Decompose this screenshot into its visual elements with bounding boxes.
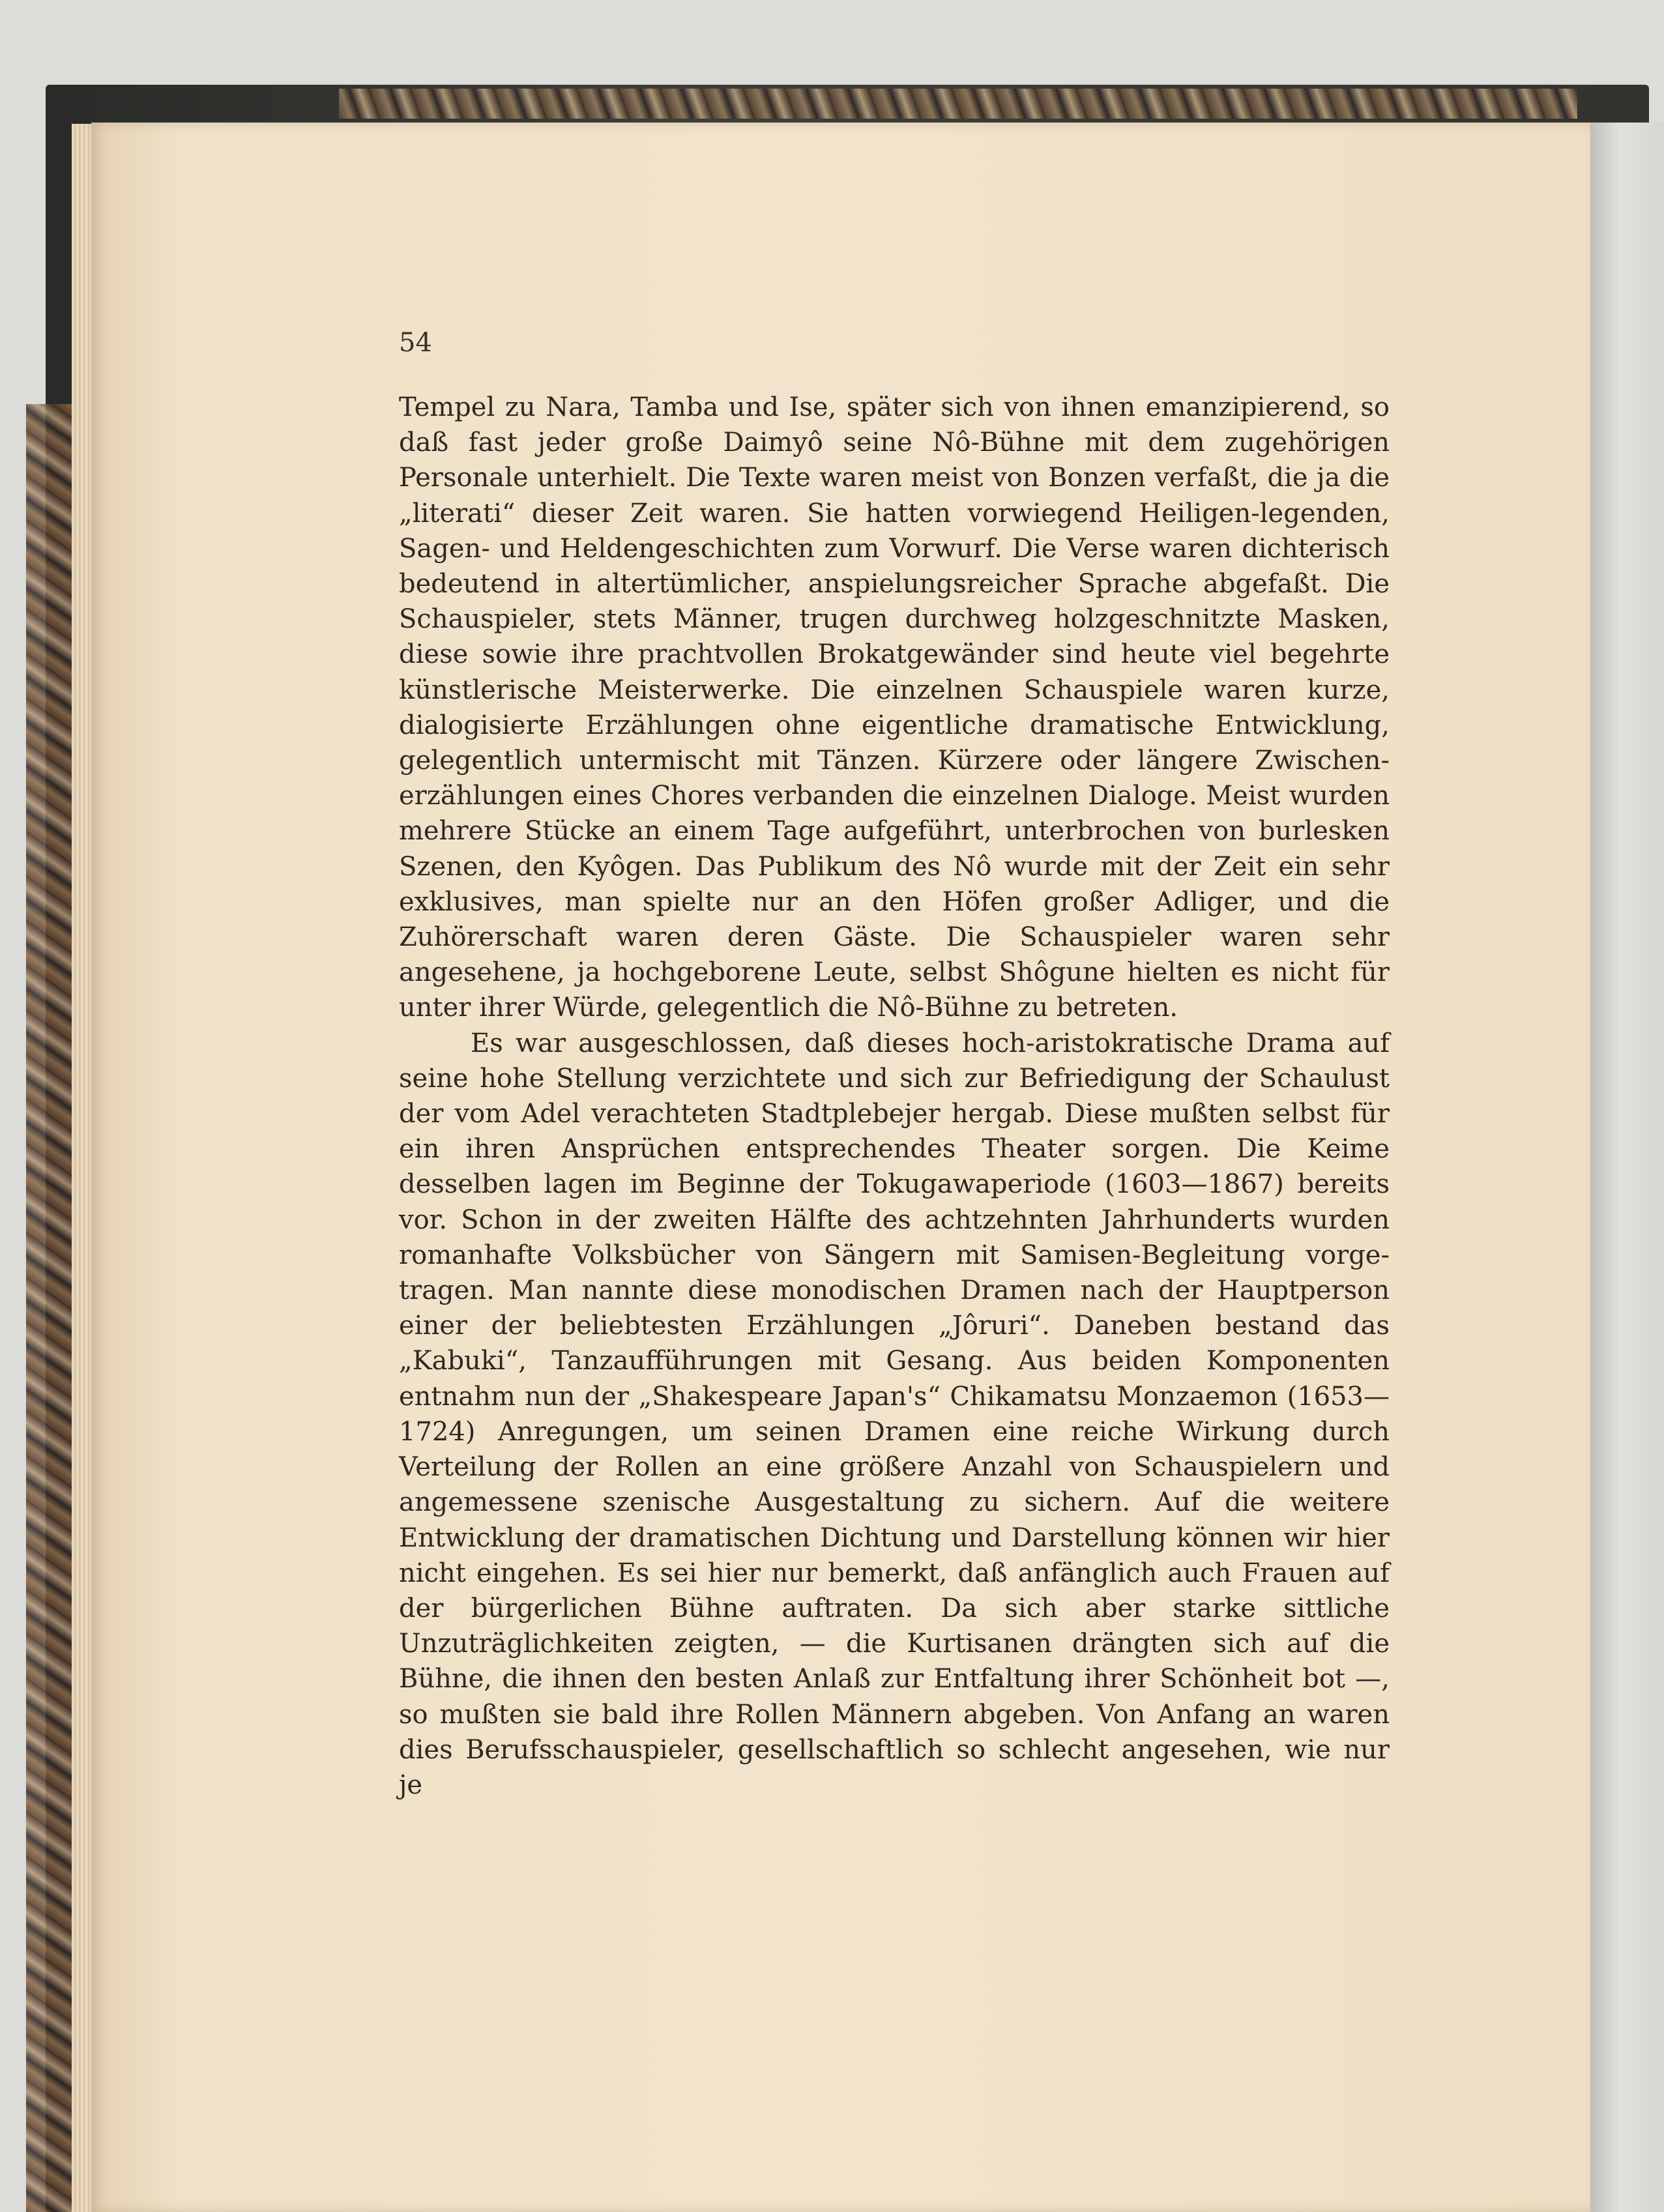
paragraph: Es war ausgeschlossen, daß dieses hoch-aristokratische Drama auf seine hohe Stellung verzichtete und sich zur Befriedigung der Schaulust der vom Adel verachteten Stadtplebejer hergab. Diese mußten selbst für ein ihren Ansprüchen entsprechendes Theater sorgen. Die Keime desselben lagen im Beginne der Tokugawaperiode (1603—1867) bereits vor. Schon in der zweiten Hälfte des achtzehnten Jahrhunderts wurden romanhafte Volksbücher von Sängern mit Samisen-Begleitung vorge-tragen. Man nannte diese monodischen Dramen nach der Hauptperson einer der beliebtesten Erzählungen „Jôruri“. Daneben bestand das „Kabuki“, Tanzaufführungen mit Gesang. Aus beiden Komponenten entnahm nun der „Shakespeare Japan's“ Chikamatsu Monzaemon (1653—1724) Anregungen, um seinen Dramen eine reiche Wirkung durch Verteilung der Rollen an eine größere Anzahl von Schauspielern und angemessene szenische Ausgestaltung zu sichern. Auf die weitere Entwicklung der dramatischen Dichtung und Darstellung können wir hier nicht eingehen. Es sei hier nur bemerkt, daß anfänglich auch Frauen auf der bürgerlichen Bühne auftraten. Da sich aber starke sittliche Unzuträglichkeiten zeigten, — die Kurtisanen drängten sich auf die Bühne, die ihnen den besten Anlaß zur Entfaltung ihrer Schönheit bot —, so mußten sie bald ihre Rollen Männern abgeben. Von Anfang an waren dies Berufsschauspieler, gesellschaftlich so schlecht angesehen, wie nur je: [399, 1028, 1390, 1800]
marbled-cover-edge: [26, 404, 72, 2212]
page-number: 54: [399, 328, 432, 358]
scanner-margin: [1590, 123, 1664, 2212]
page-body: [399, 390, 1390, 1803]
marbled-top-edge: [339, 89, 1577, 119]
paragraph: Tempel zu Nara, Tamba und Ise, später sich von ihnen emanzipierend, so daß fast jeder große Daimyô seine Nô-Bühne mit dem zugehörigen Personale unterhielt. Die Texte waren meist von Bonzen verfaßt, die ja die „literati“ dieser Zeit waren. Sie hatten vorwiegend Heiligen-legenden, Sagen- und Heldengeschichten zum Vorwurf. Die Verse waren dichterisch bedeutend in altertümlicher, anspielungsreicher Sprache abgefaßt. Die Schauspieler, stets Männer, trugen durchweg holzgeschnitzte Masken, diese sowie ihre prachtvollen Brokatgewänder sind heute viel begehrte künstlerische Meisterwerke. Die einzelnen Schauspiele waren kurze, dialogisierte Erzählungen ohne eigentliche dramatische Entwicklung, gelegentlich untermischt mit Tänzen. Kürzere oder längere Zwischen-erzählungen eines Chores verbanden die einzelnen Dialoge. Meist wurden mehrere Stücke an einem Tage aufgeführt, unterbrochen von burlesken Szenen, den Kyôgen. Das Publikum des Nô wurde mit der Zeit ein sehr exklusives, man spielte nur an den Höfen großer Adliger, und die Zuhörerschaft waren deren Gäste. Die Schauspieler waren sehr angesehene, ja hochgeborene Leute, selbst Shôgune hielten es nicht für unter ihrer Würde, gelegentlich die Nô-Bühne zu betreten.: [399, 392, 1390, 1023]
